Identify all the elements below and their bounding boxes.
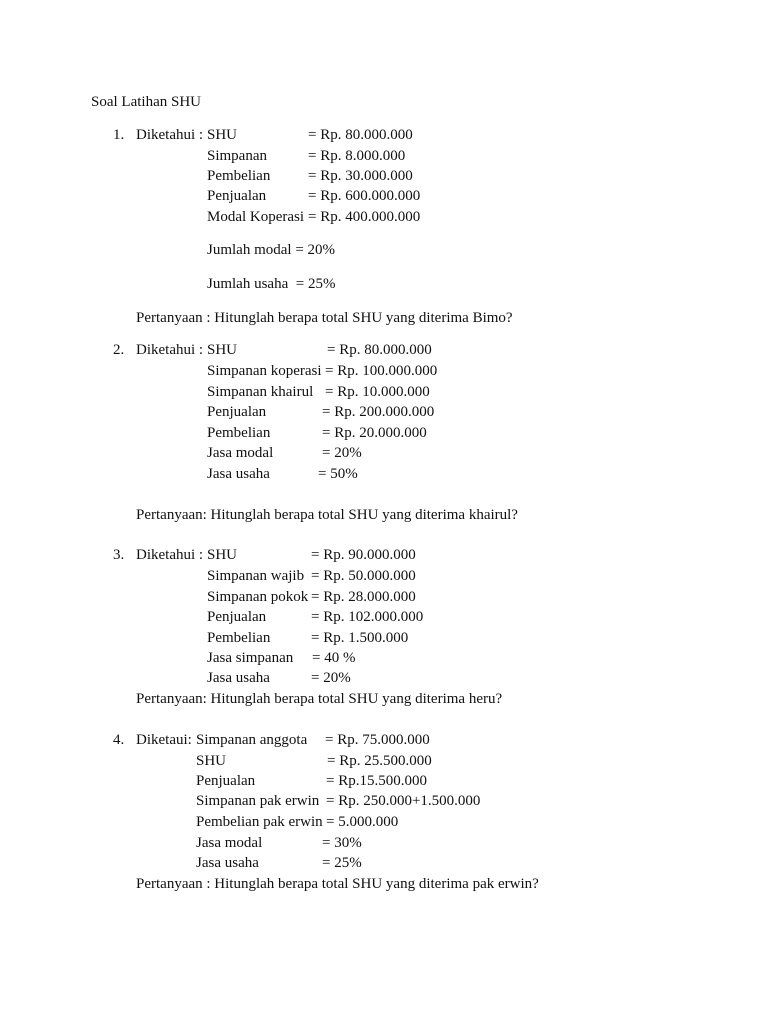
problem-3-label: Simpanan wajib	[207, 568, 305, 584]
problem-2-question: Pertanyaan: Hitunglah berapa total SHU yang diterima khairul?	[136, 507, 518, 523]
problem-3-value: = Rp. 28.000.000	[311, 589, 416, 605]
problem-4-value: = Rp. 250.000+1.500.000	[326, 793, 481, 809]
problem-3-value: = Rp. 102.000.000	[311, 609, 424, 625]
problem-2-value: = Rp. 100.000.000	[325, 363, 438, 379]
problem-2-label: Penjualan	[207, 404, 267, 420]
problem-4-label: Pembelian pak erwin	[196, 814, 323, 830]
problem-1-lead: Diketahui :	[136, 127, 204, 143]
problem-4-value: = Rp. 75.000.000	[325, 732, 430, 748]
problem-4-value: = 30%	[322, 835, 362, 851]
problem-3-question: Pertanyaan: Hitunglah berapa total SHU yang diterima heru?	[136, 691, 503, 707]
problem-4-question: Pertanyaan : Hitunglah berapa total SHU yang diterima pak erwin?	[136, 876, 539, 892]
problem-3-label: Jasa usaha	[207, 670, 270, 686]
problem-1-label: Modal Koperasi	[207, 209, 305, 225]
problem-2-value: = Rp. 20.000.000	[322, 425, 427, 441]
problem-3-value: = Rp. 90.000.000	[311, 547, 416, 563]
problem-1-value: = Rp. 8.000.000	[308, 148, 406, 164]
problem-4-number: 4.	[113, 732, 125, 748]
problem-3-lead: Diketahui :	[136, 547, 204, 563]
problem-2-value: = Rp. 80.000.000	[327, 342, 432, 358]
problem-4-label: Jasa usaha	[196, 855, 259, 871]
problem-3-label: Jasa simpanan	[207, 650, 294, 666]
problem-2-value: = Rp. 10.000.000	[325, 384, 430, 400]
problem-1-extra: Jumlah modal = 20%	[207, 242, 336, 258]
problem-4-label: SHU	[196, 753, 227, 769]
problem-4-value: = 25%	[322, 855, 362, 871]
problem-1-label: Pembelian	[207, 168, 271, 184]
problem-4-label: Jasa modal	[196, 835, 263, 851]
problem-2-label: Jasa modal	[207, 445, 274, 461]
problem-1-value: = Rp. 30.000.000	[308, 168, 413, 184]
problem-1-number: 1.	[113, 127, 125, 143]
problem-3-label: Pembelian	[207, 630, 271, 646]
problem-2-label: Pembelian	[207, 425, 271, 441]
problem-3-value: = 40 %	[312, 650, 356, 666]
problem-4-value: = Rp.15.500.000	[326, 773, 427, 789]
problem-1-value: = Rp. 80.000.000	[308, 127, 413, 143]
problem-4-label: Simpanan anggota	[196, 732, 308, 748]
document-title: Soal Latihan SHU	[91, 94, 201, 110]
problem-1-label: Simpanan	[207, 148, 267, 164]
problem-2-lead: Diketahui :	[136, 342, 204, 358]
problem-4-value: = 5.000.000	[326, 814, 399, 830]
problem-4-label: Penjualan	[196, 773, 256, 789]
problem-2-value: = Rp. 200.000.000	[322, 404, 435, 420]
problem-4-lead: Diketaui:	[136, 732, 192, 748]
problem-1-label: SHU	[207, 127, 238, 143]
problem-2-value: = 20%	[322, 445, 362, 461]
problem-1-value: = Rp. 400.000.000	[308, 209, 421, 225]
problem-1-question: Pertanyaan : Hitunglah berapa total SHU yang diterima Bimo?	[136, 310, 513, 326]
problem-2-label: Simpanan koperasi	[207, 363, 322, 379]
problem-3-value: = Rp. 1.500.000	[311, 630, 409, 646]
problem-2-label: SHU	[207, 342, 238, 358]
problem-3-label: SHU	[207, 547, 238, 563]
problem-3-number: 3.	[113, 547, 125, 563]
problem-4-label: Simpanan pak erwin	[196, 793, 320, 809]
problem-4-value: = Rp. 25.500.000	[327, 753, 432, 769]
problem-2-value: = 50%	[318, 466, 358, 482]
problem-1-extra: Jumlah usaha = 25%	[207, 276, 336, 292]
problem-3-value: = Rp. 50.000.000	[311, 568, 416, 584]
problem-3-label: Simpanan pokok	[207, 589, 309, 605]
problem-1-label: Penjualan	[207, 188, 267, 204]
problem-2-label: Jasa usaha	[207, 466, 270, 482]
problem-2-number: 2.	[113, 342, 125, 358]
problem-3-value: = 20%	[311, 670, 351, 686]
problem-2-label: Simpanan khairul	[207, 384, 314, 400]
problem-1-value: = Rp. 600.000.000	[308, 188, 421, 204]
problem-3-label: Penjualan	[207, 609, 267, 625]
